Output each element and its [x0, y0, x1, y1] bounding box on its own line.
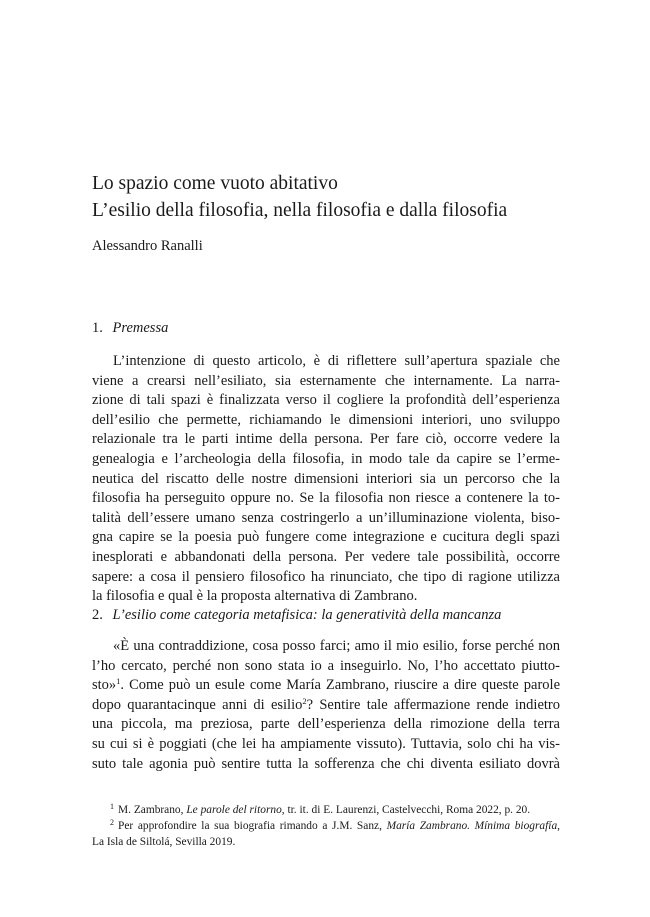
footnotes	[92, 803, 560, 850]
text-line: suto tale agonia può sentire tutta la sofferenza che chi diventa esiliato dovrà	[92, 755, 560, 772]
footnote-number: 2	[110, 817, 114, 827]
text-line: talità dell’essere umano senza costringerlo a un’illuminazione violenta, biso-	[92, 509, 560, 526]
text-line: su cui si è poggiati (che lei ha ampiamente vissuto). Tuttavia, solo chi ha vis-	[92, 735, 560, 752]
article-subtitle: L’esilio della filosofia, nella filosofia e dalla filosofia	[92, 200, 508, 221]
text-line: una piccola, ma preziosa, parte dell’esperienza della rimozione della terra	[92, 716, 560, 733]
footnote-2	[92, 819, 560, 835]
text-line	[92, 696, 560, 716]
section-heading-esilio	[92, 605, 501, 625]
footnote-book-title: Le parole del ritorno	[186, 804, 282, 816]
text-line: neutica del riscatto delle nostre dimensioni interiori sia un percorso che la	[92, 470, 560, 487]
footnote-2-continuation: La Isla de Siltolá, Sevilla 2019.	[92, 835, 236, 848]
text-line: viene a crearsi nell’esiliato, sia esternamente che internamente. La narra-	[92, 372, 560, 389]
section-title: L’esilio come categoria metafisica: la generatività della mancanza	[112, 607, 502, 623]
text-line: filosofia ha perseguito oppure no. Se la filosofia non riesce a contenere la to-	[92, 490, 560, 507]
text-line: sapere: a cosa il pensiero filosofico ha rinunciato, che tipo di ragione utilizza	[92, 568, 560, 585]
section-title: Premessa	[112, 320, 169, 336]
footnote-text: Per approfondire la sua biografia rimando a J.M. Sanz,	[118, 819, 387, 832]
text-fragment: ? Sentire tale affermazione rende indietro	[306, 696, 560, 713]
article-title: Lo spazio come vuoto abitativo	[92, 173, 338, 194]
text-line: relazionale tra le parti intime della persona. Per fare ciò, occorre vedere la	[92, 431, 560, 448]
footnote-ref-1[interactable]: 1	[116, 676, 121, 687]
text-fragment: sto»	[92, 677, 117, 694]
footnote-book-title: María Zambrano. Mínima biografía	[386, 819, 558, 832]
text-line: l’ho cercato, perché non sono stata io a inseguirlo. No, l’ho accettato piutto-	[92, 657, 560, 674]
text-line: genealogia e l’archeologia della filosofia, in modo tale da capire se l’erme-	[92, 450, 560, 467]
text-line: la filosofia e qual è la proposta alternativa di Zambrano.	[92, 588, 418, 605]
footnote-text: M. Zambrano,	[118, 804, 187, 816]
paragraph-esilio	[92, 637, 560, 774]
text-fragment: dopo quarantacinque anni di esilio	[92, 696, 303, 713]
text-line: inesplorati e abbandonati della persona. Per vedere tale possibilità, occorre	[92, 548, 560, 565]
text-line: gna capire se la poesia può fungere come integrazione e cucitura degli spazi	[92, 529, 560, 546]
article-author: Alessandro Ranalli	[92, 238, 203, 254]
footnote-text: ,	[557, 819, 560, 832]
text-line: dell’esilio che permette, richiamando le dimensioni interiori, uno sviluppo	[92, 411, 560, 428]
text-line: L’intenzione di questo articolo, è di riflettere sull’apertura spaziale che	[113, 353, 560, 369]
section-number: 2.	[92, 607, 103, 623]
footnote-number: 1	[110, 802, 114, 811]
text-line	[92, 676, 560, 696]
section-heading-premessa	[92, 318, 168, 338]
text-line: zione di tali spazi è finalizzata verso il cogliere la profondità dell’esperienza	[92, 392, 560, 409]
text-line: «È una contraddizione, cosa posso farci; amo il mio esilio, forse perché non	[113, 638, 560, 654]
footnote-text: , tr. it. di E. Laurenzi, Castelvecchi, Roma 2022, p. 20.	[281, 804, 531, 816]
paragraph-premessa	[92, 352, 560, 607]
footnote-1	[92, 803, 560, 819]
text-fragment: . Come può un esule come María Zambrano, riuscire a dire queste parole	[120, 677, 560, 694]
footnote-ref-2[interactable]: 2	[302, 695, 307, 706]
section-number: 1.	[92, 320, 103, 336]
